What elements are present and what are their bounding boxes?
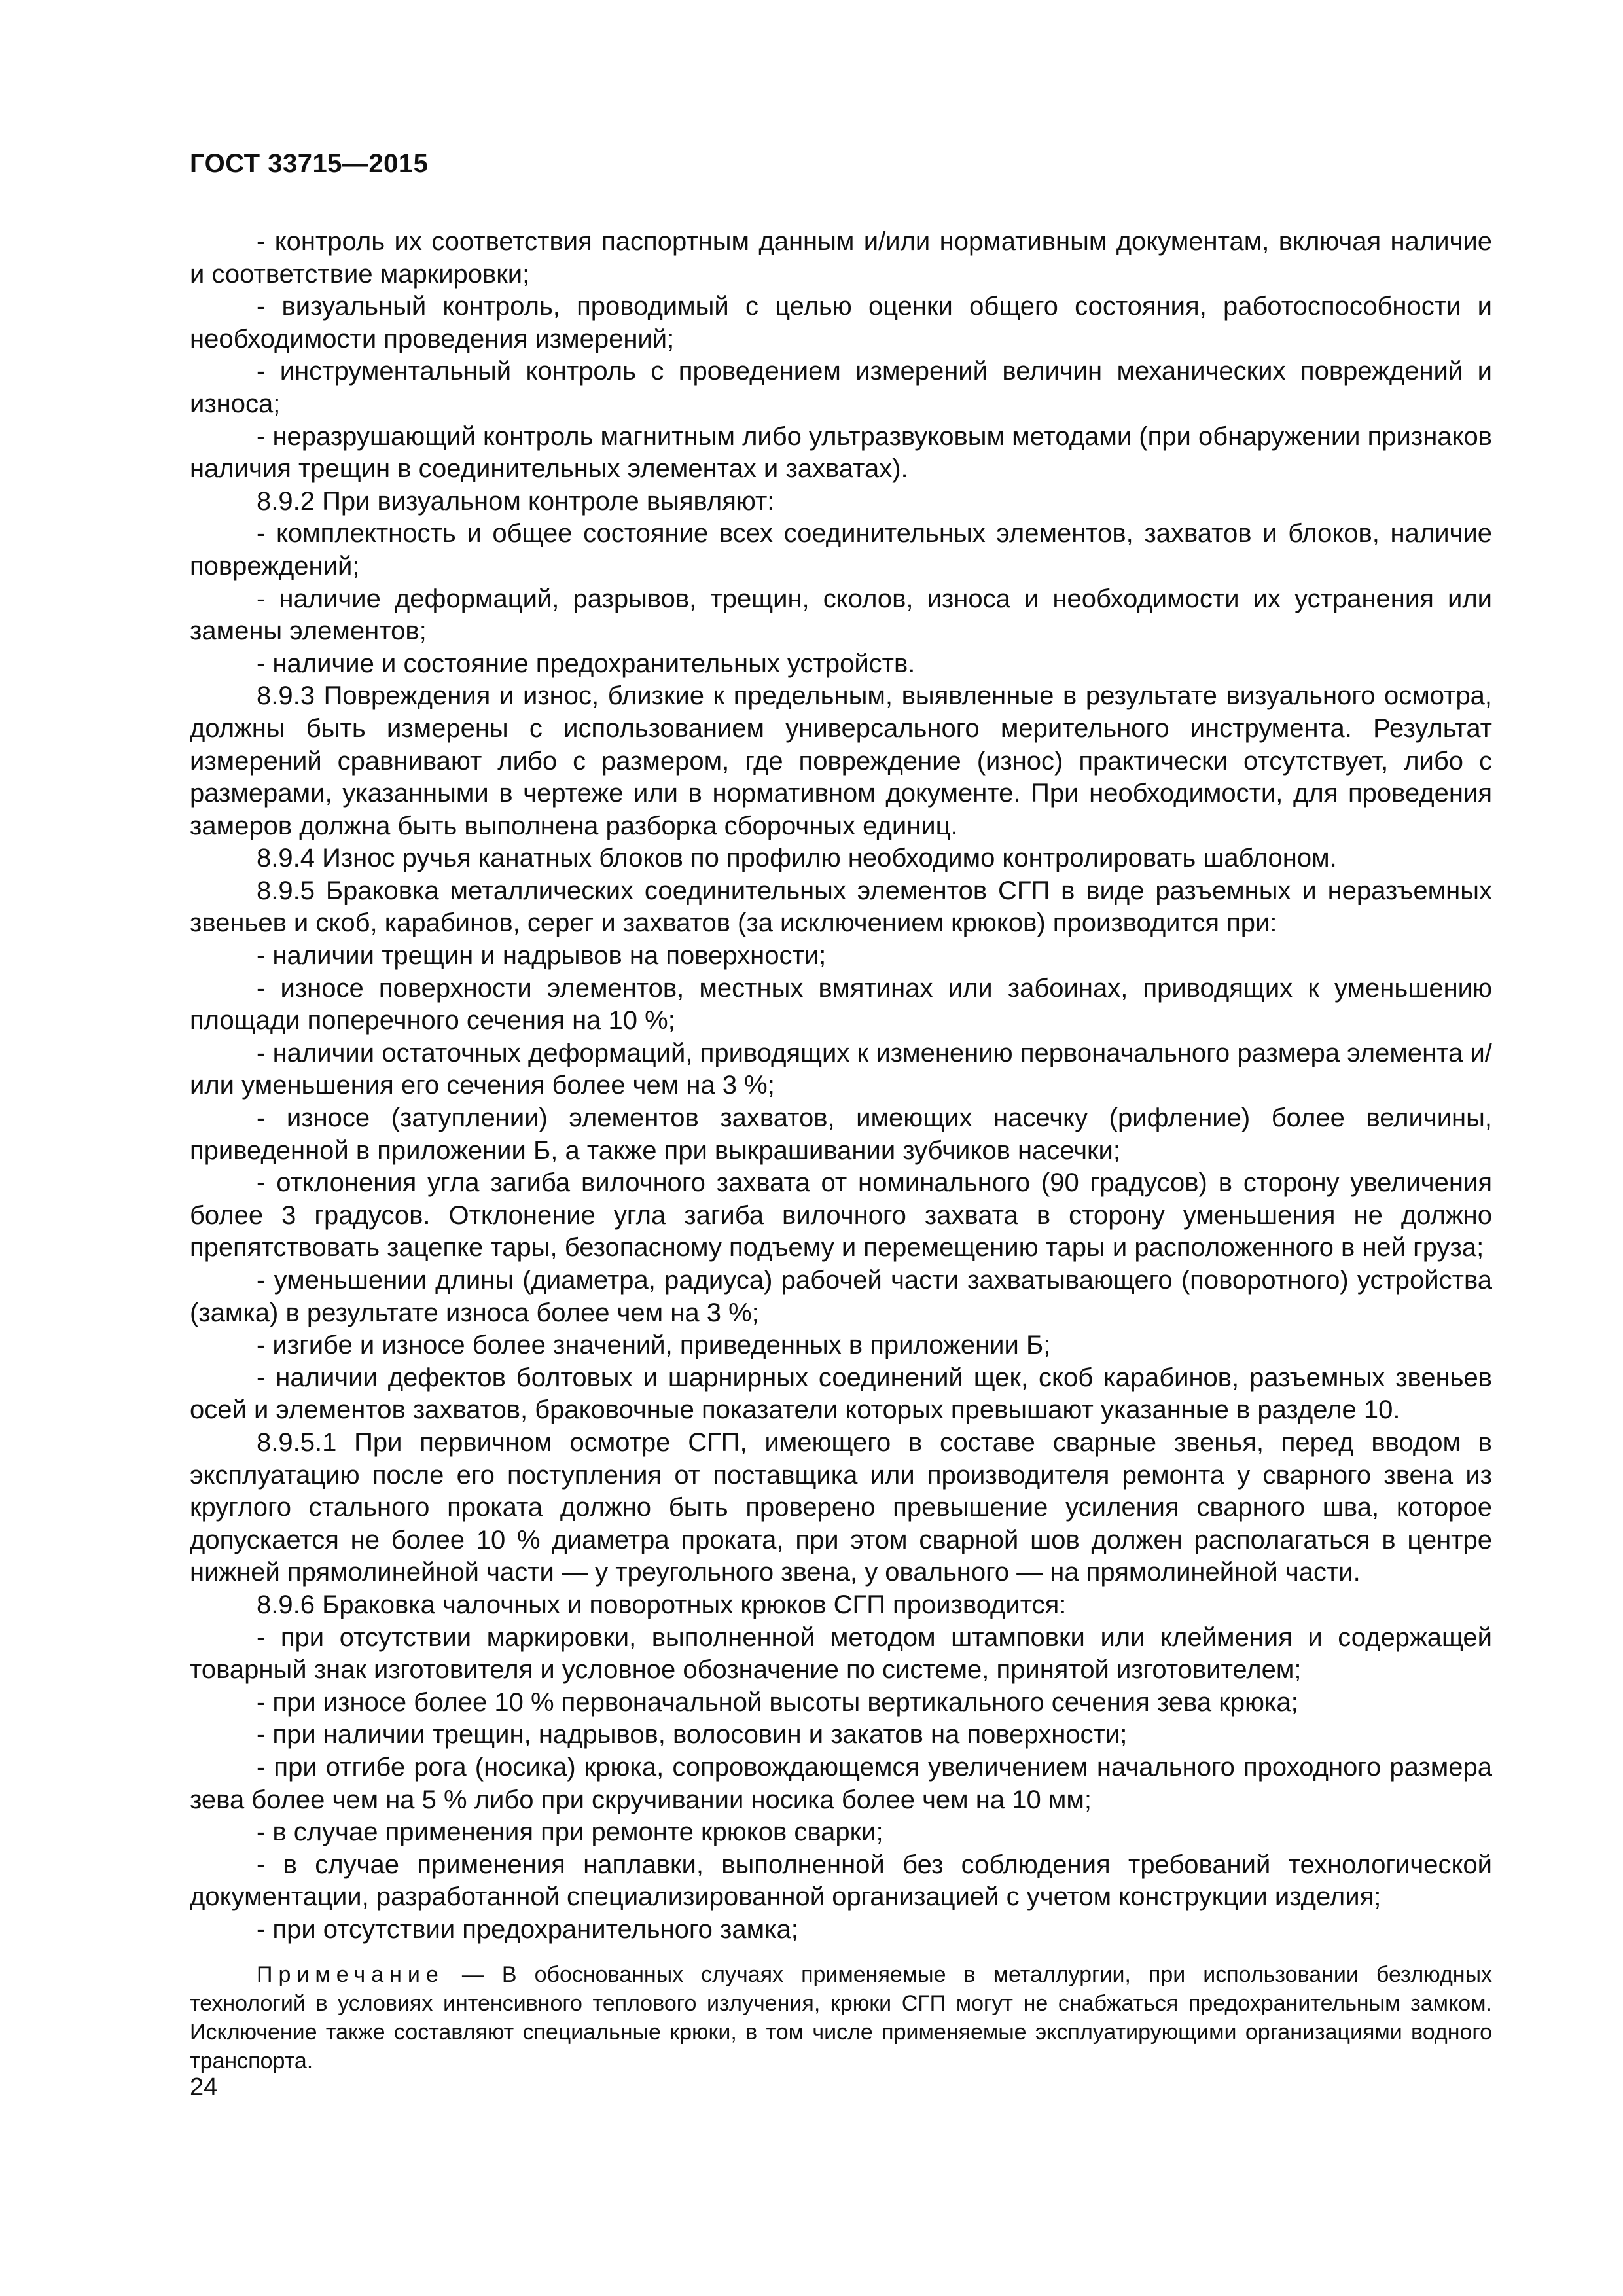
paragraph: - наличие деформаций, разрывов, трещин, сколов, износа и необходимости их устранения или замены элементов; xyxy=(190,584,1492,646)
paragraph: - в случае применения при ремонте крюков сварки; xyxy=(257,1818,883,1847)
note-block xyxy=(190,1960,1492,2075)
paragraph: - контроль их соответствия паспортным данным и/или нормативным документам, включая наличие и соответствие маркировки; xyxy=(190,227,1492,289)
paragraph: - в случае применения наплавки, выполненной без соблюдения требований технологической документации, разработанной специализированной организацией с учетом конструкции изделия; xyxy=(190,1850,1492,1912)
paragraph: 8.9.6 Браковка чалочных и поворотных крюков СГП производится: xyxy=(257,1590,1067,1619)
paragraph: - наличии дефектов болтовых и шарнирных соединений щек, скоб карабинов, разъемных звеньев осей и элементов захватов, браковочные показатели которых превышают указанные в разделе 10. xyxy=(190,1363,1492,1425)
note-text: — В обоснованных случаях применяемые в металлургии, при использовании безлюдных технологий в условиях интенсивного теплового излучения, крюки СГП могут не снабжаться предохранительным замком. Исключение также составляют специальные крюки, в том числе применяемые эксплуатирующими организациями водного транспорта. xyxy=(190,1962,1492,2074)
paragraph: - при износе более 10 % первоначальной высоты вертикального сечения зева крюка; xyxy=(257,1687,1298,1717)
paragraph: - при отсутствии предохранительного замка; xyxy=(257,1914,798,1944)
paragraph: 8.9.3 Повреждения и износ, близкие к предельным, выявленные в результате визуального осмотра, должны быть измерены с использованием универсального мерительного инструмента. Результат измерений сравнивают либо с размером, где повреждение (износ) практически отсутствует, либо с размерами, указанными в чертеже или в нормативном документе. При необходимости, для проведения замеров должна быть выполнена разборка сборочных единиц. xyxy=(190,681,1492,840)
paragraph: - отклонения угла загиба вилочного захвата от номинального (90 градусов) в сторону увеличения более 3 градусов. Отклонение угла загиба вилочного захвата в сторону уменьшения не должно препятствовать зацепке тары, безопасному подъему и перемещению тары и расположенного в ней груза; xyxy=(190,1168,1492,1263)
paragraph: - наличии остаточных деформаций, приводящих к изменению первоначального размера элемента и/или уменьшения его сечения более чем на 3 %; xyxy=(190,1038,1492,1100)
paragraph: 8.9.5.1 При первичном осмотре СГП, имеющего в составе сварные звенья, перед вводом в эксплуатацию после его поступления от поставщика или производителя ремонта у сварного звена из круглого стального проката должно быть проверено превышение усиления сварного шва, которое допускается не более 10 % диаметра проката, при этом сварной шов должен располагаться в центре нижней прямолинейной части — у треугольного звена, у овального — на прямолинейной части. xyxy=(190,1427,1492,1587)
page-number: 24 xyxy=(190,2073,218,2101)
document-header: ГОСТ 33715—2015 xyxy=(190,149,429,178)
paragraph: 8.9.5 Браковка металлических соединительных элементов СГП в виде разъемных и неразъемных звеньев и скоб, карабинов, серег и захватов (за исключением крюков) производится при: xyxy=(190,876,1492,938)
paragraph: - уменьшении длины (диаметра, радиуса) рабочей части захватывающего (поворотного) устройства (замка) в результате износа более чем на 3 %; xyxy=(190,1266,1492,1327)
paragraph: - износе поверхности элементов, местных вмятинах или забоинах, приводящих к уменьшению площади поперечного сечения на 10 %; xyxy=(190,973,1492,1035)
note-label: Примечание xyxy=(257,1962,444,1988)
paragraph: 8.9.2 При визуальном контроле выявляют: xyxy=(257,486,775,516)
paragraph: - изгибе и износе более значений, приведенных в приложении Б; xyxy=(257,1331,1051,1360)
paragraph: - при наличии трещин, надрывов, волосовин и закатов на поверхности; xyxy=(257,1720,1128,1749)
paragraph: - наличие и состояние предохранительных устройств. xyxy=(257,649,916,678)
paragraph: - комплектность и общее состояние всех соединительных элементов, захватов и блоков, наличие повреждений; xyxy=(190,519,1492,581)
paragraph: - при отсутствии маркировки, выполненной методом штамповки или клеймения и содержащей товарный знак изготовителя и условное обозначение по системе, принятой изготовителем; xyxy=(190,1623,1492,1685)
paragraph: - при отгибе рога (носика) крюка, сопровождающемся увеличением начального проходного размера зева более чем на 5 % либо при скручивании носика более чем на 10 мм; xyxy=(190,1752,1492,1814)
paragraph: - наличии трещин и надрывов на поверхности; xyxy=(257,941,827,971)
page-body xyxy=(190,226,1492,2075)
paragraph: 8.9.4 Износ ручья канатных блоков по профилю необходимо контролировать шаблоном. xyxy=(257,844,1337,873)
paragraph: - неразрушающий контроль магнитным либо ультразвуковым методами (при обнаружении признаков наличия трещин в соединительных элементах и захватах). xyxy=(190,422,1492,484)
paragraph: - визуальный контроль, проводимый с целью оценки общего состояния, работоспособности и необходимости проведения измерений; xyxy=(190,292,1492,353)
paragraph: - износе (затуплении) элементов захватов, имеющих насечку (рифление) более величины, приведенной в приложении Б, а также при выкрашивании зубчиков насечки; xyxy=(190,1103,1492,1165)
note-paragraph xyxy=(190,1960,1492,2075)
paragraph: - инструментальный контроль с проведением измерений величин механических повреждений и износа; xyxy=(190,357,1492,418)
